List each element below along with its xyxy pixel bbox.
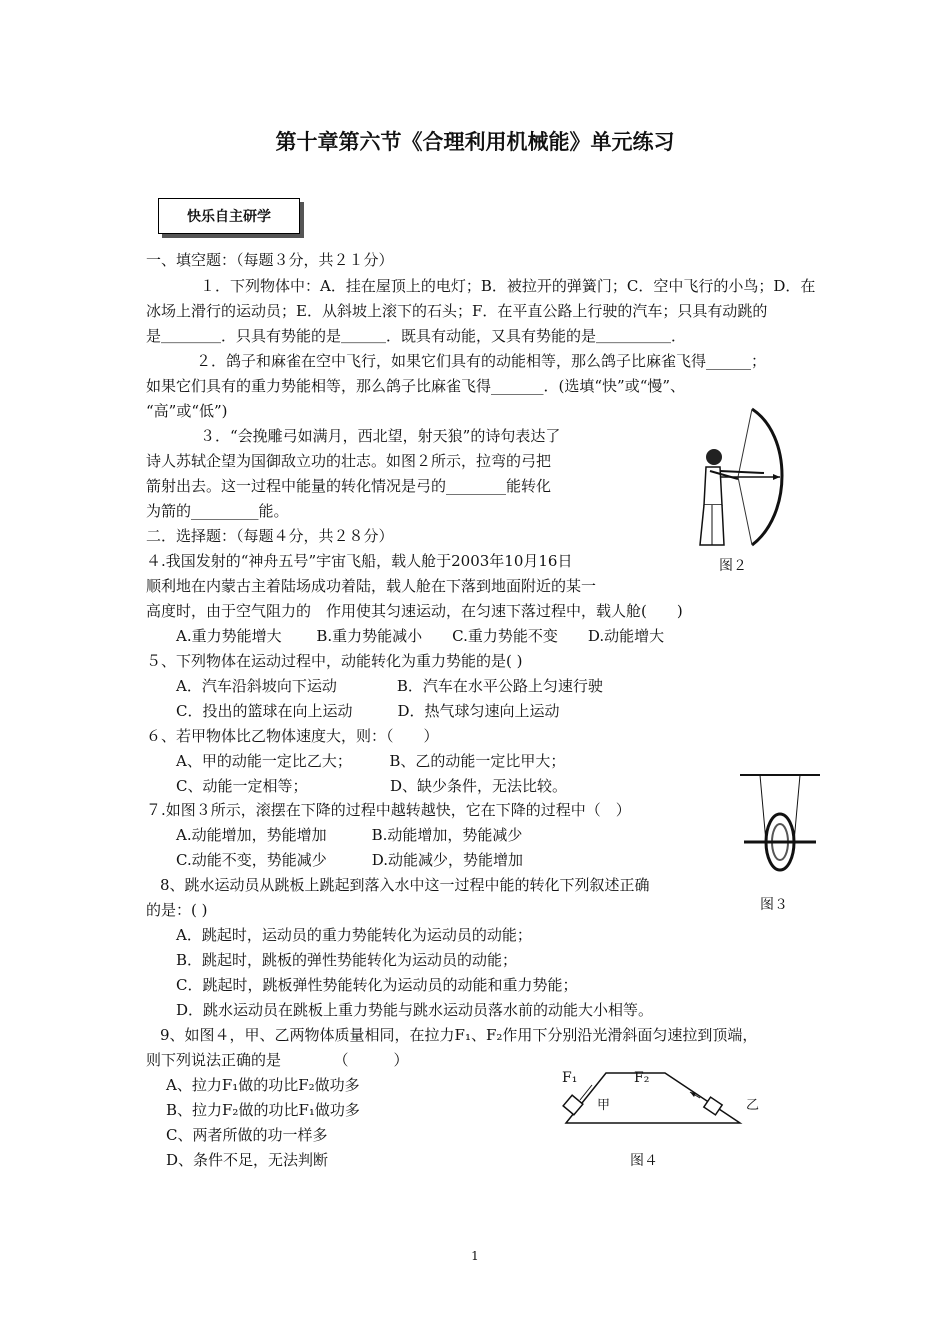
q8-option-a: A．跳起时，运动员的重力势能转化为运动员的动能； xyxy=(176,926,532,944)
figure-4-label-f1: F₁ xyxy=(562,1070,578,1086)
figure-4-label-f2: F₂ xyxy=(634,1070,650,1086)
q4-line2: 顺利地在内蒙古主着陆场成功着陆，载人舱在下落到地面附近的某一 xyxy=(146,577,597,595)
q8-option-c: C．跳起时，跳板弹性势能转化为运动员的动能和重力势能； xyxy=(176,976,578,994)
q9-option-d: D、条件不足，无法判断 xyxy=(166,1151,329,1169)
q9-option-a: A、拉力F₁做的功比F₂做功多 xyxy=(166,1076,360,1094)
q5-stem: ５、下列物体在运动过程中，动能转化为重力势能的是( ) xyxy=(146,652,523,670)
q2-line1: ２．鸽子和麻雀在空中飞行，如果它们具有的动能相等，那么鸽子比麻雀飞得______； xyxy=(196,352,767,370)
q6-stem: ６、若甲物体比乙物体速度大，则：（ ） xyxy=(146,727,439,745)
q3-line3: 箭射出去。这一过程中能量的转化情况是弓的________能转化 xyxy=(146,477,552,495)
q9-line1: 9、如图４，甲、乙两物体质量相同，在拉力F₁、F₂作用下分别沿光滑斜面匀速拉到顶端， xyxy=(160,1026,758,1044)
figure-2-archer-illustration xyxy=(680,405,790,550)
q9-option-b: B、拉力F₂做的功比F₁做功多 xyxy=(166,1101,360,1119)
q3-line1: ３．“会挽雕弓如满月，西北望，射天狼”的诗句表达了 xyxy=(200,427,561,445)
section1-heading: 一、填空题：（每题３分，共２１分） xyxy=(146,251,394,269)
q7-options-2: C.动能不变，势能减少 D.动能减少，势能增加 xyxy=(176,851,523,869)
q6-options-1: A、甲的动能一定比乙大； B、乙的动能一定比甲大； xyxy=(176,752,566,770)
page-number: 1 xyxy=(471,1249,479,1263)
section-badge: 快乐自主研学 xyxy=(158,198,300,234)
q6-options-2: C、动能一定相等； D、缺少条件，无法比较。 xyxy=(176,777,568,795)
q8-line2: 的是：( ) xyxy=(146,901,208,919)
figure-4-caption: 图４ xyxy=(630,1153,658,1169)
q4-line3: 高度时，由于空气阻力的 作用使其匀速运动，在匀速下落过程中，载人舱( ) xyxy=(146,602,683,620)
figure-3-maxwell-wheel-illustration xyxy=(740,770,820,880)
q1-line2: 冰场上滑行的运动员；E．从斜坡上滚下的石头；F．在平直公路上行驶的汽车；只具有动跳的 xyxy=(146,302,768,320)
figure-4-incline-diagram xyxy=(560,1068,760,1128)
q4-options: A.重力势能增大 B.重力势能减小 C.重力势能不变 D.动能增大 xyxy=(176,627,665,645)
q4-line1: ４.我国发射的“神舟五号”宇宙飞船，载人舱于2003年10月16日 xyxy=(146,552,573,570)
q1-line3: 是＿＿＿＿．只具有势能的是＿＿＿．既具有动能，又具有势能的是＿＿＿＿＿． xyxy=(146,327,687,345)
section2-heading: 二．选择题：（每题４分，共２８分） xyxy=(146,527,394,545)
q5-options-2: C．投出的篮球在向上运动 D．热气球匀速向上运动 xyxy=(176,702,560,720)
figure-4-label-yi: 乙 xyxy=(746,1098,760,1113)
q1-line1: １．下列物体中：A．挂在屋顶上的电灯；B．被拉开的弹簧门；C．空中飞行的小鸟；D．在 xyxy=(200,277,816,295)
q2-line2: 如果它们具有的重力势能相等，那么鸽子比麻雀飞得_______．(选填“快”或“慢”、 xyxy=(146,377,686,395)
figure-3-caption: 图３ xyxy=(760,897,788,913)
figure-4-label-jia: 甲 xyxy=(597,1098,611,1113)
q2-line3: “高”或“低”) xyxy=(146,402,228,420)
q8-line1: 8、跳水运动员从跳板上跳起到落入水中这一过程中能的转化下列叙述正确 xyxy=(160,876,650,894)
q7-stem: ７.如图３所示，滚摆在下降的过程中越转越快，它在下降的过程中（ ） xyxy=(146,801,631,819)
figure-2-caption: 图２ xyxy=(719,558,747,574)
q3-line4: 为箭的_________能。 xyxy=(146,502,289,520)
q8-option-b: B．跳起时，跳板的弹性势能转化为运动员的动能； xyxy=(176,951,518,969)
q3-line2: 诗人苏轼企望为国御敌立功的壮志。如图２所示，拉弯的弓把 xyxy=(146,452,552,470)
q7-options-1: A.动能增加，势能增加 B.动能增加，势能减少 xyxy=(176,826,523,844)
q8-option-d: D．跳水运动员在跳板上重力势能与跳水运动员落水前的动能大小相等。 xyxy=(176,1001,654,1019)
page-title: 第十章第六节《合理利用机械能》单元练习 xyxy=(275,130,675,154)
q9-line2: 则下列说法正确的是 （ ） xyxy=(146,1051,409,1069)
q9-option-c: C、两者所做的功一样多 xyxy=(166,1126,328,1144)
q5-options-1: A．汽车沿斜坡向下运动 B．汽车在水平公路上匀速行驶 xyxy=(176,677,603,695)
